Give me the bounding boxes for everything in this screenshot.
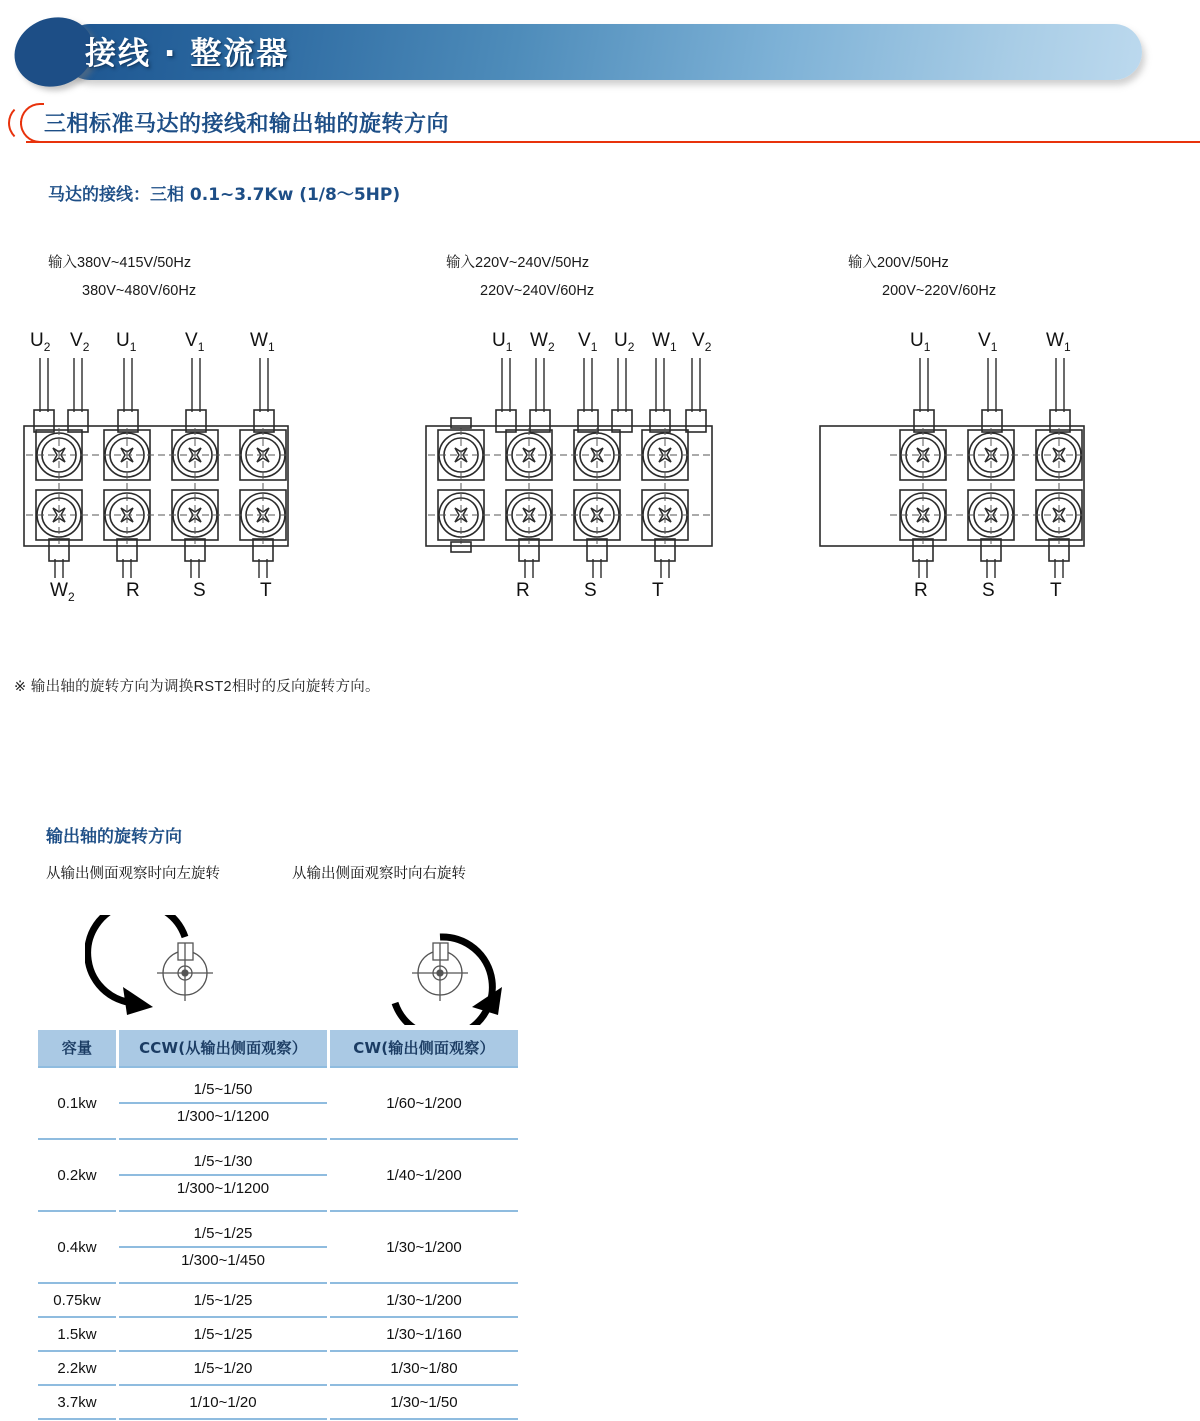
cell-ccw-bottom: 1/300~1/450	[181, 1252, 265, 1269]
page-banner	[0, 8, 1200, 100]
cell-cw: 1/30~1/200	[330, 1282, 518, 1316]
terminal-label-u1: $U_1$	[116, 330, 137, 354]
terminal-label-r-d2: R	[516, 580, 530, 601]
terminal-label-r-d3: R	[914, 580, 928, 601]
table-header-row	[38, 1030, 518, 1066]
cell-ccw-bottom: 1/300~1/1200	[176, 1108, 270, 1125]
cell-capacity: 1.5kw	[38, 1316, 116, 1350]
terminal-label-u1-d2: $U_1$	[492, 330, 513, 354]
rotation-caption-cw: 从输出侧面观察时向右旋转	[292, 866, 466, 882]
terminal-label-w1: $W_1$	[250, 330, 275, 354]
cell-ccw	[119, 1210, 327, 1282]
cell-cw: 1/40~1/200	[330, 1138, 518, 1210]
voltage-line-3b: 200V~220V/60Hz	[882, 282, 997, 299]
table-bottom-rule	[38, 1418, 518, 1420]
subheading: 马达的接线：三相 0.1~3.7Kw (1/8～5HP)	[48, 185, 401, 205]
terminal-label-t-d3: T	[1050, 580, 1062, 601]
cell-ccw: 1/5~1/20	[119, 1350, 327, 1384]
cell-ccw: 1/5~1/25	[119, 1282, 327, 1316]
voltage-label-2	[446, 250, 594, 305]
cell-ccw	[119, 1066, 327, 1138]
cell-ccw: 1/10~1/20	[119, 1384, 327, 1418]
terminal-label-r: R	[126, 580, 140, 601]
terminal-label-u2: $U_2$	[30, 330, 51, 354]
red-bracket-decoration	[8, 103, 48, 143]
table-row	[38, 1350, 518, 1384]
voltage-label-1	[48, 250, 196, 305]
cell-ccw-bottom: 1/300~1/1200	[176, 1180, 270, 1197]
cell-cw: 1/30~1/160	[330, 1316, 518, 1350]
cell-capacity: 3.7kw	[38, 1384, 116, 1418]
terminal-label-v1-d3: $V_1$	[978, 330, 998, 354]
cell-ccw-top: 1/5~1/30	[119, 1149, 327, 1176]
terminal-label-w1-d3: $W_1$	[1046, 330, 1071, 354]
table-row	[38, 1066, 518, 1138]
terminal-block-svg-1	[22, 330, 302, 580]
footnote: ※ 输出轴的旋转方向为调换RST2相时的反向旋转方向。	[14, 679, 380, 695]
section-title: 三相标准马达的接线和输出轴的旋转方向	[44, 112, 450, 137]
terminal-label-t: T	[260, 580, 272, 601]
table-row	[38, 1210, 518, 1282]
cell-ccw-top: 1/5~1/50	[119, 1077, 327, 1104]
cell-capacity: 0.4kw	[38, 1210, 116, 1282]
voltage-label-3	[848, 250, 996, 305]
cell-capacity: 2.2kw	[38, 1350, 116, 1384]
cell-capacity: 0.75kw	[38, 1282, 116, 1316]
terminal-label-s: S	[193, 580, 206, 601]
terminal-block-svg-2	[424, 330, 724, 580]
terminal-label-v1: $V_1$	[185, 330, 205, 354]
cell-capacity: 0.2kw	[38, 1138, 116, 1210]
section-heading	[0, 103, 1200, 149]
terminal-label-u1-d3: $U_1$	[910, 330, 931, 354]
terminal-label-w1-d2: $W_1$	[652, 330, 677, 354]
voltage-line-3a: 输入200V/50Hz	[848, 255, 949, 271]
terminal-label-v1-d2: $V_1$	[578, 330, 598, 354]
terminal-label-u2-d2: $U_2$	[614, 330, 635, 354]
rotation-capacity-table	[38, 1030, 518, 1420]
table-header-cw: CW(输出侧面观察）	[330, 1030, 518, 1066]
terminal-label-v2: $V_2$	[70, 330, 90, 354]
voltage-line-2a: 输入220V~240V/50Hz	[446, 255, 590, 271]
cell-cw: 1/30~1/200	[330, 1210, 518, 1282]
rotation-caption-ccw: 从输出侧面观察时向左旋转	[46, 866, 220, 882]
cell-ccw-top: 1/5~1/25	[119, 1221, 327, 1248]
table-row	[38, 1384, 518, 1418]
ccw-rotation-icon	[85, 915, 285, 1025]
cell-cw: 1/30~1/50	[330, 1384, 518, 1418]
table-header-ccw: CCW(从输出侧面观察）	[119, 1030, 327, 1066]
cell-capacity: 0.1kw	[38, 1066, 116, 1138]
voltage-line-1a: 输入380V~415V/50Hz	[48, 255, 192, 271]
table-row	[38, 1316, 518, 1350]
voltage-line-2b: 220V~240V/60Hz	[480, 282, 595, 299]
terminal-label-v2-d2: $V_2$	[692, 330, 712, 354]
cell-ccw	[119, 1138, 327, 1210]
cell-cw: 1/30~1/80	[330, 1350, 518, 1384]
terminal-label-s-d2: S	[584, 580, 597, 601]
red-underline-rule	[26, 141, 1200, 143]
cell-cw: 1/60~1/200	[330, 1066, 518, 1138]
terminal-block-svg-3	[818, 330, 1108, 580]
page-title: 接线 · 整流器	[85, 36, 290, 72]
cell-ccw: 1/5~1/25	[119, 1316, 327, 1350]
cw-rotation-icon	[340, 915, 540, 1025]
terminal-label-t-d2: T	[652, 580, 664, 601]
table-row	[38, 1282, 518, 1316]
terminal-label-w2-d2: $W_2$	[530, 330, 555, 354]
table-header-capacity: 容量	[38, 1030, 116, 1066]
terminal-label-s-d3: S	[982, 580, 995, 601]
terminal-label-w2: $W_2$	[50, 580, 75, 604]
voltage-line-1b: 380V~480V/60Hz	[82, 282, 197, 299]
table-row	[38, 1138, 518, 1210]
rotation-heading: 输出轴的旋转方向	[46, 827, 182, 847]
